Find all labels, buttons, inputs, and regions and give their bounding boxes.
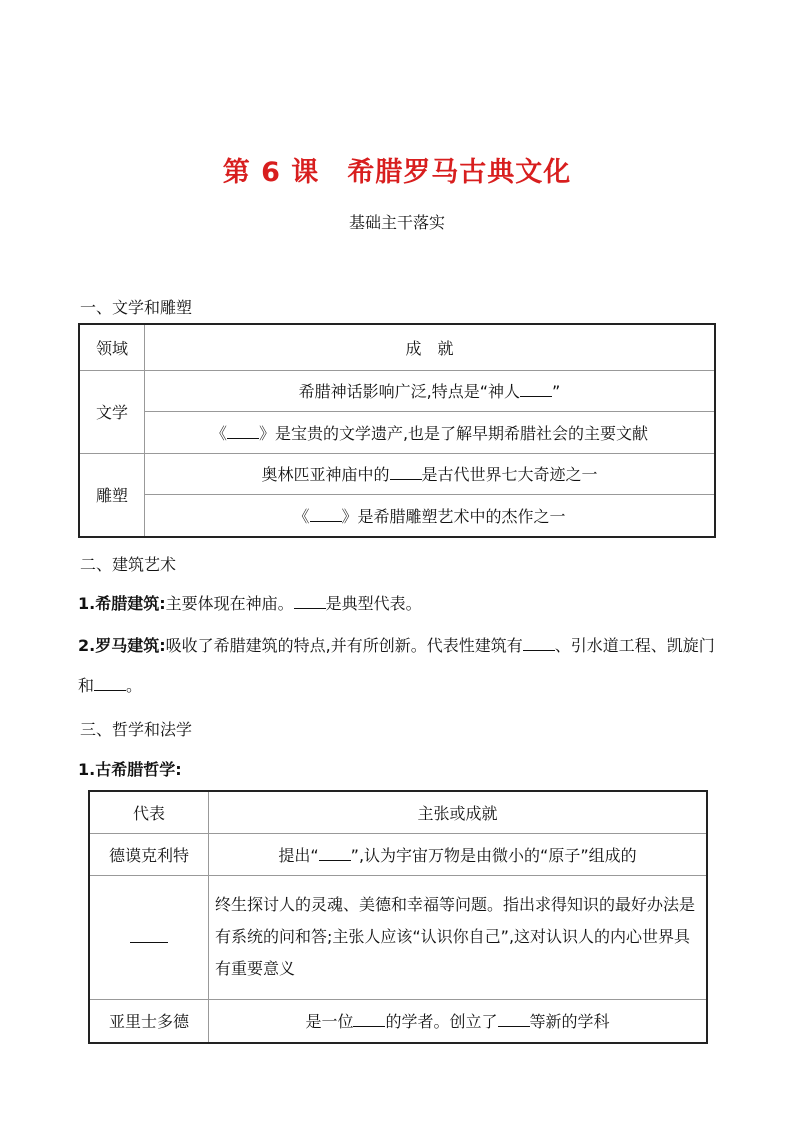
blank-2[interactable]: [227, 424, 259, 439]
literature-row-1: 希腊神话影响广泛,特点是“神人 ”: [145, 370, 716, 411]
aristotle-row: 是一位 的学者。创立了 等新的学科: [209, 999, 708, 1043]
blank-8[interactable]: [319, 846, 351, 861]
blank-5[interactable]: [294, 594, 326, 609]
header-representative: 代表: [89, 791, 209, 833]
name-democritus: 德谟克利特: [89, 833, 209, 875]
section-heading-philosophy: 三、哲学和法学: [80, 720, 193, 739]
roman-architecture-paragraph: 2.罗马建筑:吸收了希腊建筑的特点,并有所创新。代表性建筑有 、引水道工程、凯旋门和 。: [78, 636, 715, 695]
page-title: 第 6 课 希腊罗马古典文化: [222, 157, 572, 188]
blank-1[interactable]: [520, 382, 552, 397]
section-heading-literature: 一、文学和雕塑: [80, 298, 193, 317]
blank-9[interactable]: [130, 928, 168, 943]
blank-10[interactable]: [353, 1012, 385, 1027]
literature-row-2: 《 》是宝贵的文学遗产,也是了解早期希腊社会的主要文献: [145, 411, 716, 453]
greek-architecture-paragraph: 1.希腊建筑:主要体现在神庙。 是典型代表。: [78, 594, 422, 613]
sculpture-row-1: 奥林匹亚神庙中的 是古代世界七大奇迹之一: [145, 453, 716, 494]
name-blank-cell: [89, 875, 209, 999]
democritus-row: 提出“ ”,认为宇宙万物是由微小的“原子”组成的: [209, 833, 708, 875]
page-subtitle: 基础主干落实: [348, 213, 445, 232]
section-heading-architecture: 二、建筑艺术: [80, 555, 177, 574]
literature-sculpture-table: [78, 323, 716, 538]
blank-4[interactable]: [310, 507, 342, 522]
header-contribution: 主张或成就: [209, 791, 708, 833]
blank-3[interactable]: [390, 465, 422, 480]
blank-11[interactable]: [498, 1012, 530, 1027]
name-aristotle: 亚里士多德: [89, 999, 209, 1043]
header-achievement: 成 就: [145, 324, 716, 370]
philosophy-table: [88, 790, 708, 1044]
socrates-row: 终生探讨人的灵魂、美德和幸福等问题。指出求得知识的最好办法是有系统的问和答;主张人应该“认识你自己”,这对认识人的内心世界具有重要意义: [209, 875, 708, 999]
sculpture-row-2: 《 》是希腊雕塑艺术中的杰作之一: [145, 494, 716, 537]
field-literature: 文学: [79, 370, 145, 453]
field-sculpture: 雕塑: [79, 453, 145, 537]
blank-7[interactable]: [94, 676, 126, 691]
blank-6[interactable]: [523, 636, 555, 651]
header-field: 领域: [79, 324, 145, 370]
greek-philosophy-label: 1.古希腊哲学:: [78, 760, 182, 779]
